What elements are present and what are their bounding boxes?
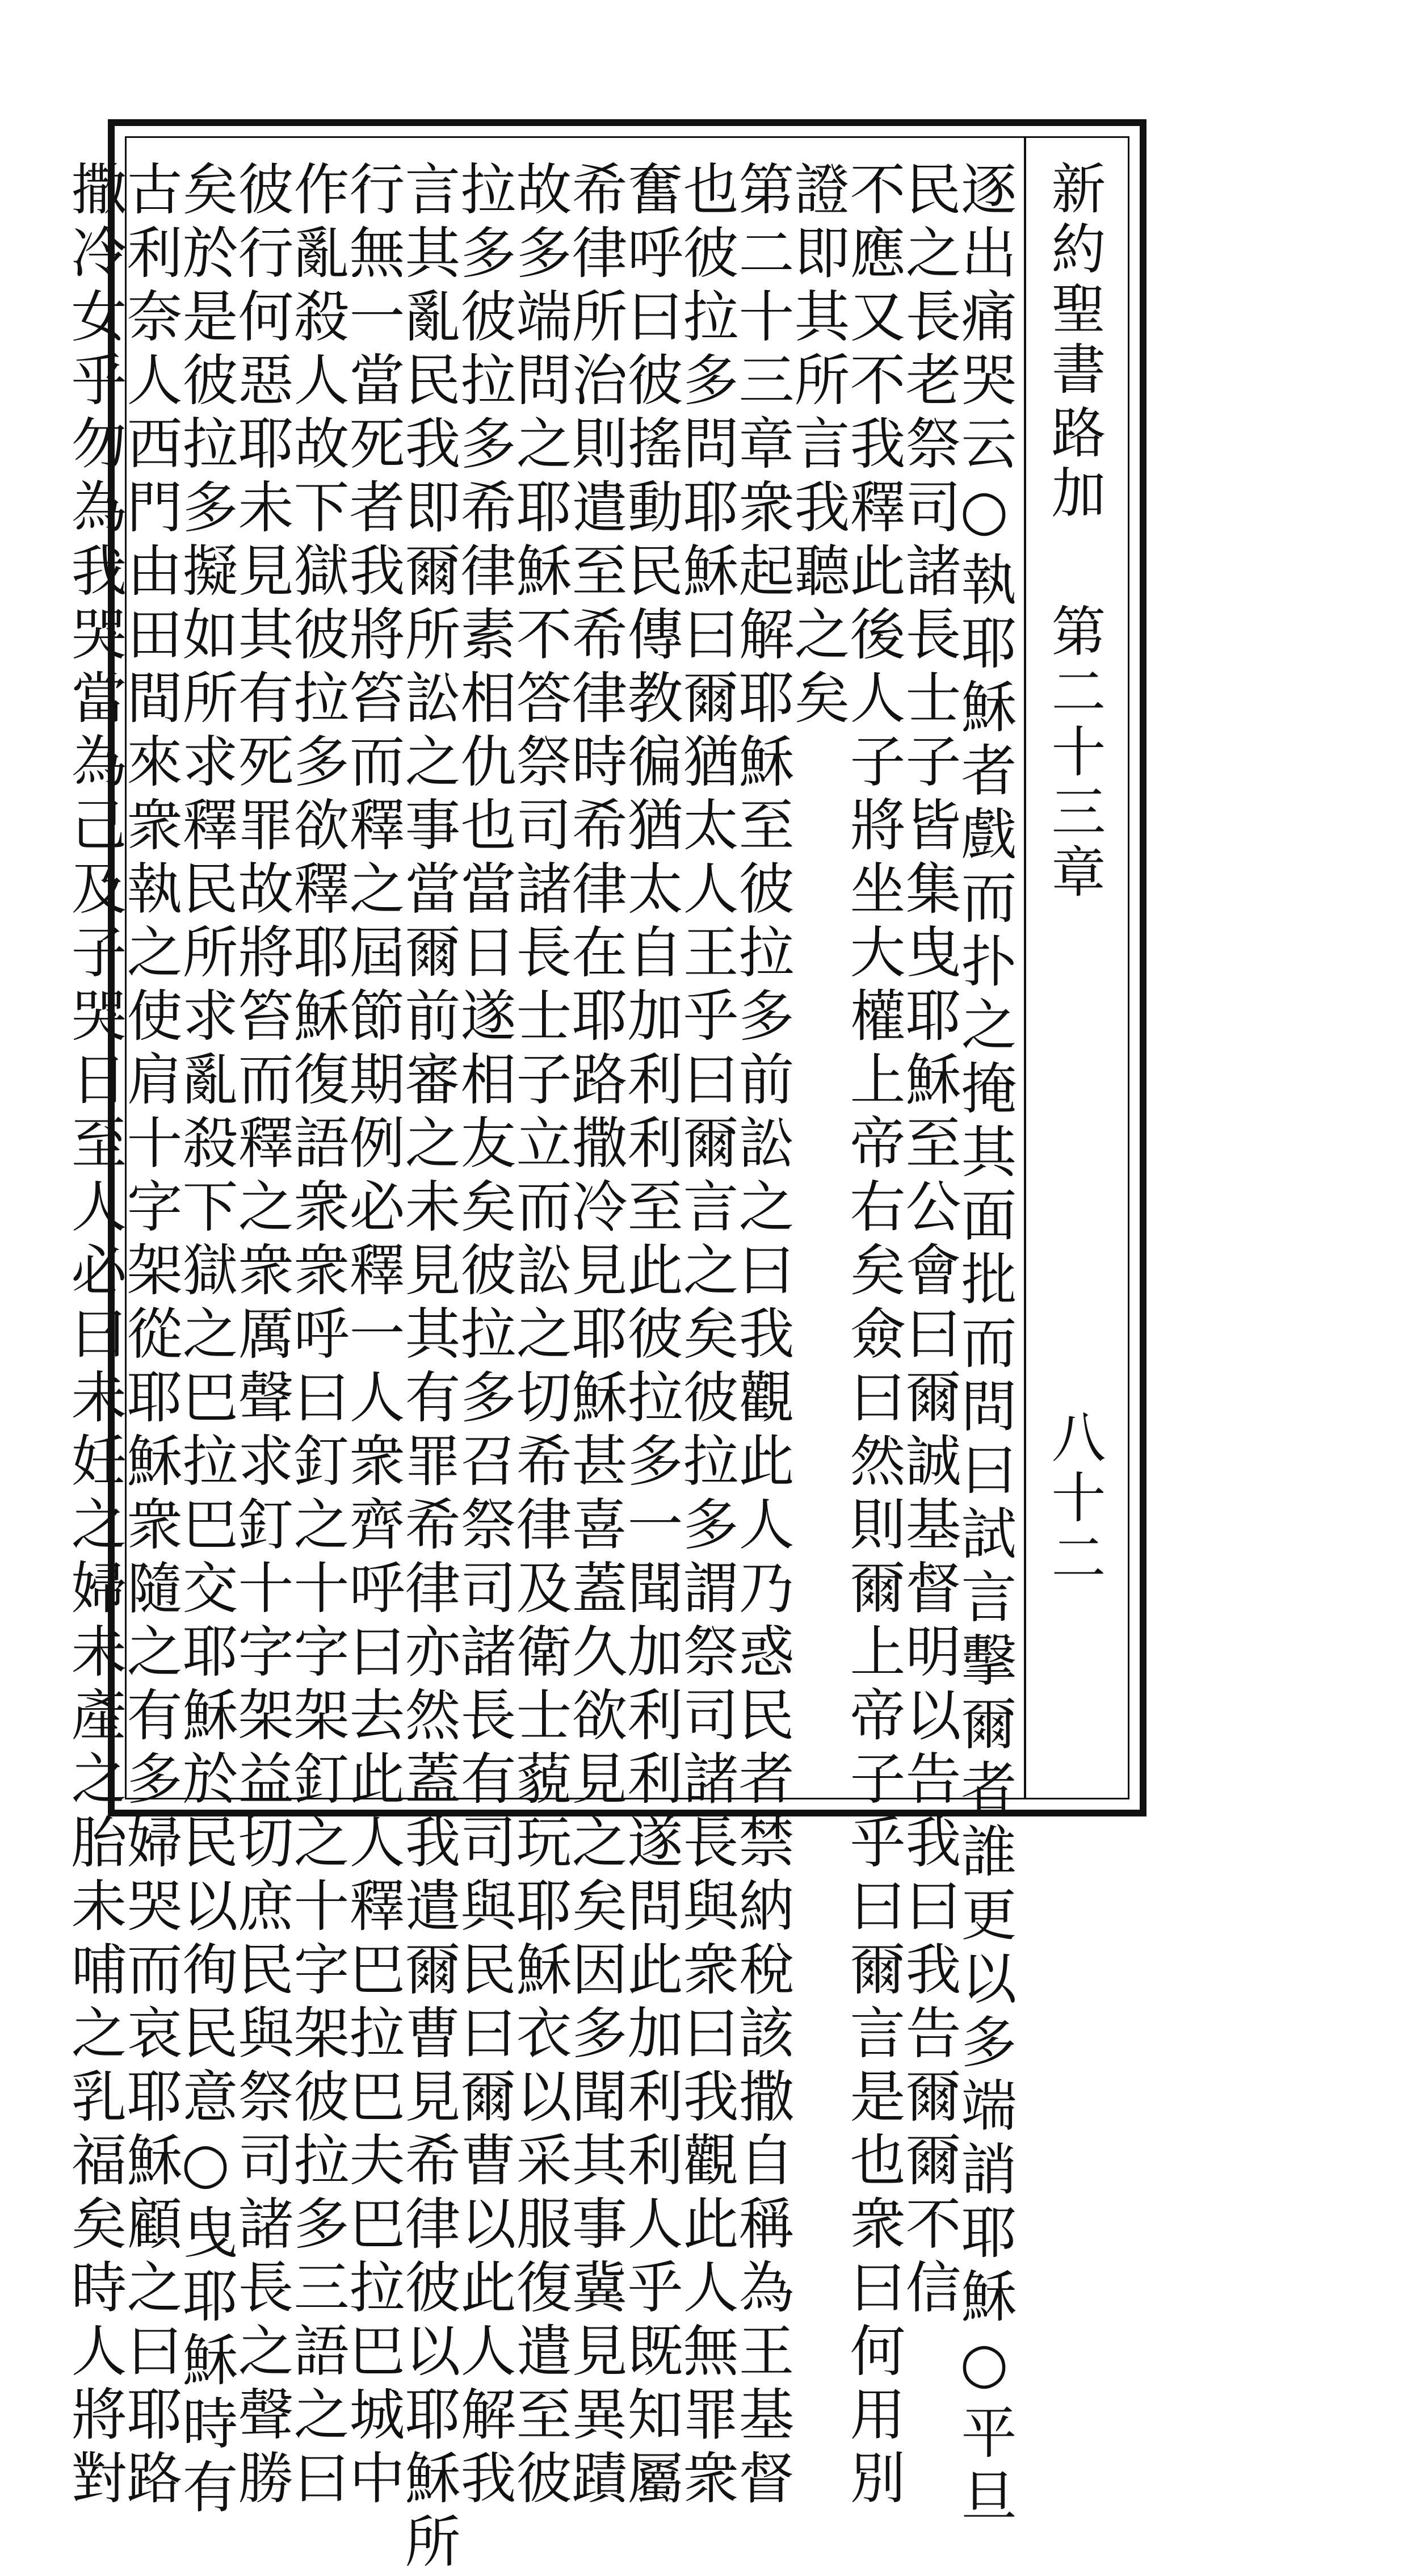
text-column: 證即其所言我聽之矣 (785, 160, 850, 732)
text-column: 彼行何惡耶未見其有死罪故將笞而釋之衆厲聲求釘十字架益切庶民與祭司諸長之聲勝 (229, 160, 293, 2512)
text-column: 故多端問之耶穌不答祭司諸長士子立而訟之切希律及衛士藐玩耶穌衣以采服復遣至彼 (507, 160, 572, 2512)
text-column: 作亂殺人故下獄彼拉多欲釋耶穌復語衆衆呼曰釘之十字架釘之十字架彼拉多三語之曰 (284, 160, 349, 2512)
text-column: 第二十三章衆起解耶穌至彼拉多前訟之曰我觀此人乃惑民者禁納稅該撒自稱為王基督 (729, 160, 794, 2512)
text-column: 不應又不我釋此後人子將坐大權上帝右矣僉曰然則爾上帝子乎曰爾言是也衆曰何用別 (841, 160, 905, 2512)
text-column: 拉多彼拉多希律素相仇也當日遂相友矣彼拉多召祭司諸長有司與民曰爾曹以此人解我 (451, 160, 516, 2512)
book-title: 新約聖書 (1043, 160, 1106, 401)
running-header (1032, 160, 1117, 1776)
text-column: 民之長老祭司諸長士子皆集曳耶穌至公會曰爾誠基督明以告我曰我告爾爾不信 (896, 160, 961, 2322)
text-column: 行無一當死者我將笞而釋之屆節期例必釋一人衆齊呼曰去此人釋巴拉巴夫巴拉巴城中 (340, 160, 405, 2512)
text-column: 古利奈人西門由田間來衆執之使肩十字架從耶穌衆隨之有多婦哭而哀耶穌顧之曰耶路 (117, 160, 182, 2512)
header-divider (1024, 136, 1026, 1799)
page-number: 八十二 (1043, 1409, 1106, 1589)
text-column: 言其亂民我即爾所訟之事當爾前審之未見其有罪希律亦然蓋我遣爾曹見希律彼以耶穌所 (396, 160, 460, 2576)
page-frame (62, 119, 1146, 2576)
chapter-heading: 第二十三章 (1043, 603, 1106, 904)
book-name: 路加 (1043, 404, 1106, 525)
body-text (62, 160, 1017, 2576)
text-column: 撒冷女乎勿為我哭當為己及子哭日至人必曰未妊之婦未產之胎未哺之乳福矣時人將對 (62, 160, 127, 2512)
text-column: 希律所治則遣至希律時希律在耶路撒冷見耶穌甚喜蓋久欲見之矣因多聞其事冀見異蹟 (562, 160, 627, 2512)
text-column: 矣於是彼拉多擬如所求釋民所求亂殺下獄之巴拉巴交耶穌於民以徇民意○曳耶穌時有 (173, 160, 238, 2522)
text-column: 奮呼曰彼搖動民傳教徧猶太自加利利至此彼拉多一聞加利利遂問此加利利人乎既知屬 (618, 160, 683, 2512)
text-column: 也彼拉多問耶穌曰爾猶太人王乎曰爾言之矣彼拉多謂祭司諸長與衆曰我觀此人無罪衆 (674, 160, 738, 2512)
text-column: 逐出痛哭云○執耶穌者戲而扑之掩其面批而問曰試言擊爾者誰更以多端誚耶穌○平旦 (952, 160, 1017, 2531)
